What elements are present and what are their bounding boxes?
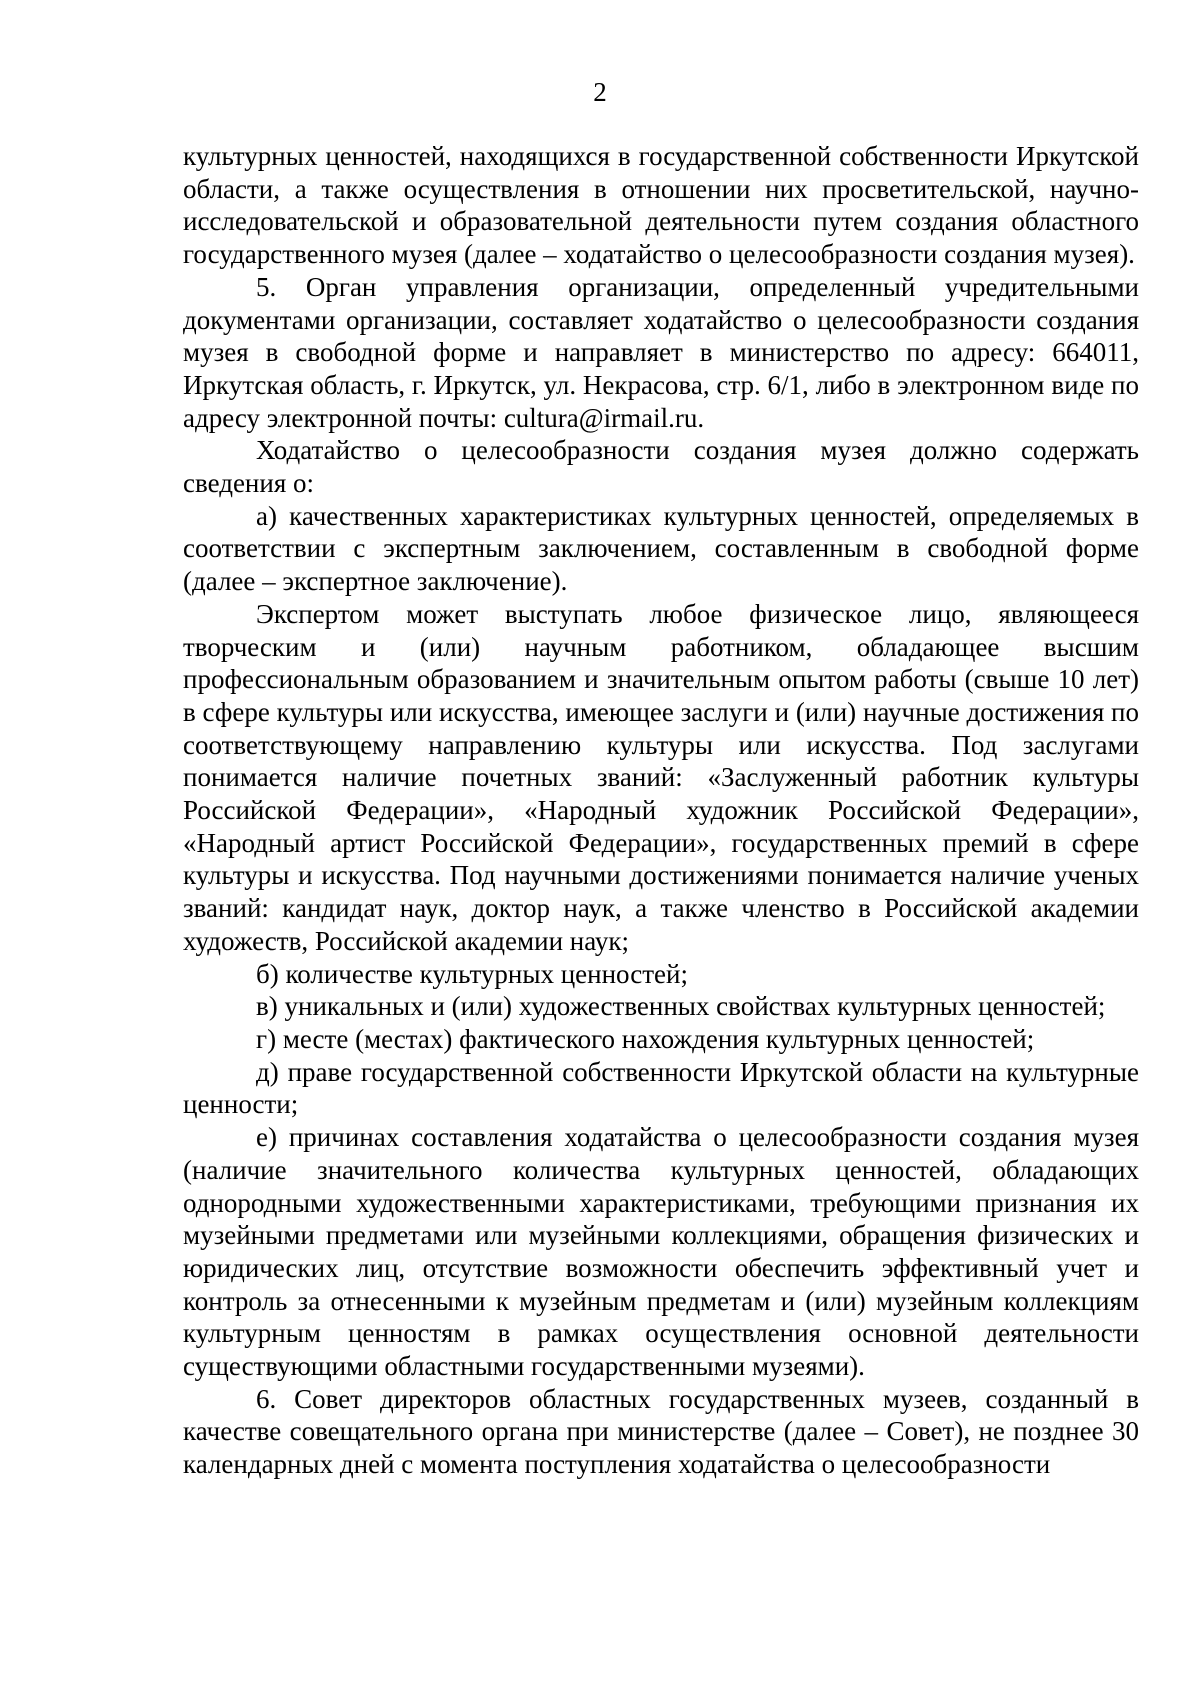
- list-item-b: б) количестве культурных ценностей;: [256, 958, 688, 989]
- list-item-e: е) причинах составления ходатайства о целесообразности создания музея (наличие значительного количества культурных ценностей, обладающих однородными художественными характеристиками, требующими признания их музейными предметами или музейными коллекциями, обращения физических и юридических лиц, отсутствие возможности обеспечить эффективный учет и контроль за отнесенными к музейным предметам и (или) музейным коллекциям культурным ценностям в рамках осуществления основной деятельности существующими областными государственными музеями).: [183, 1122, 1139, 1382]
- paragraph-expert: Экспертом может выступать любое физическое лицо, являющееся творческим и (или) научным работником, обладающее высшим профессиональным образованием и значительным опытом работы (свыше 10 лет) в сфере культуры или искусства, имеющее заслуги и (или) научные достижения по соответствующему направлению культуры или искусства. Под заслугами понимается наличие почетных званий: «Заслуженный работник культуры Российской Федерации», «Народный художник Российской Федерации», «Народный артист Российской Федерации», государственных премий в сфере культуры и искусства. Под научными достижениями понимается наличие ученых званий: кандидат наук, доктор наук, а также членство в Российской академии художеств, Российской академии наук;: [183, 598, 1139, 956]
- list-item-v: в) уникальных и (или) художественных свойствах культурных ценностей;: [256, 991, 1106, 1022]
- list-item-a: а) качественных характеристиках культурных ценностей, определяемых в соответствии с экспертным заключением, составленным в свободной форме (далее – экспертное заключение).: [183, 500, 1139, 597]
- list-item-g: г) месте (местах) фактического нахождения культурных ценностей;: [256, 1023, 1035, 1054]
- document-body: [183, 140, 1139, 1481]
- paragraph-item-6: 6. Совет директоров областных государственных музеев, созданный в качестве совещательного органа при министерстве (далее – Совет), не позднее 30 календарных дней с момента поступления ходатайства о целесообразности: [183, 1383, 1139, 1480]
- paragraph-item-5: 5. Орган управления организации, определенный учредительными документами организации, составляет ходатайство о целесообразности создания музея в свободной форме и направляет в министерство по адресу: 664011, Иркутская область, г. Иркутск, ул. Некрасова, стр. 6/1, либо в электронном виде по адресу электронной почты: cultura@irmail.ru.: [183, 271, 1139, 433]
- list-item-d: д) праве государственной собственности Иркутской области на культурные ценности;: [183, 1056, 1139, 1120]
- paragraph-continuation: культурных ценностей, находящихся в государственной собственности Иркутской области, а также осуществления в отношении них просветительской, научно-исследовательской и образовательной деятельности путем создания областного государственного музея (далее – ходатайство о целесообразности создания музея).: [183, 141, 1139, 270]
- paragraph-petition-contents: Ходатайство о целесообразности создания музея должно содержать сведения о:: [183, 435, 1139, 499]
- page-number: 2: [593, 77, 607, 107]
